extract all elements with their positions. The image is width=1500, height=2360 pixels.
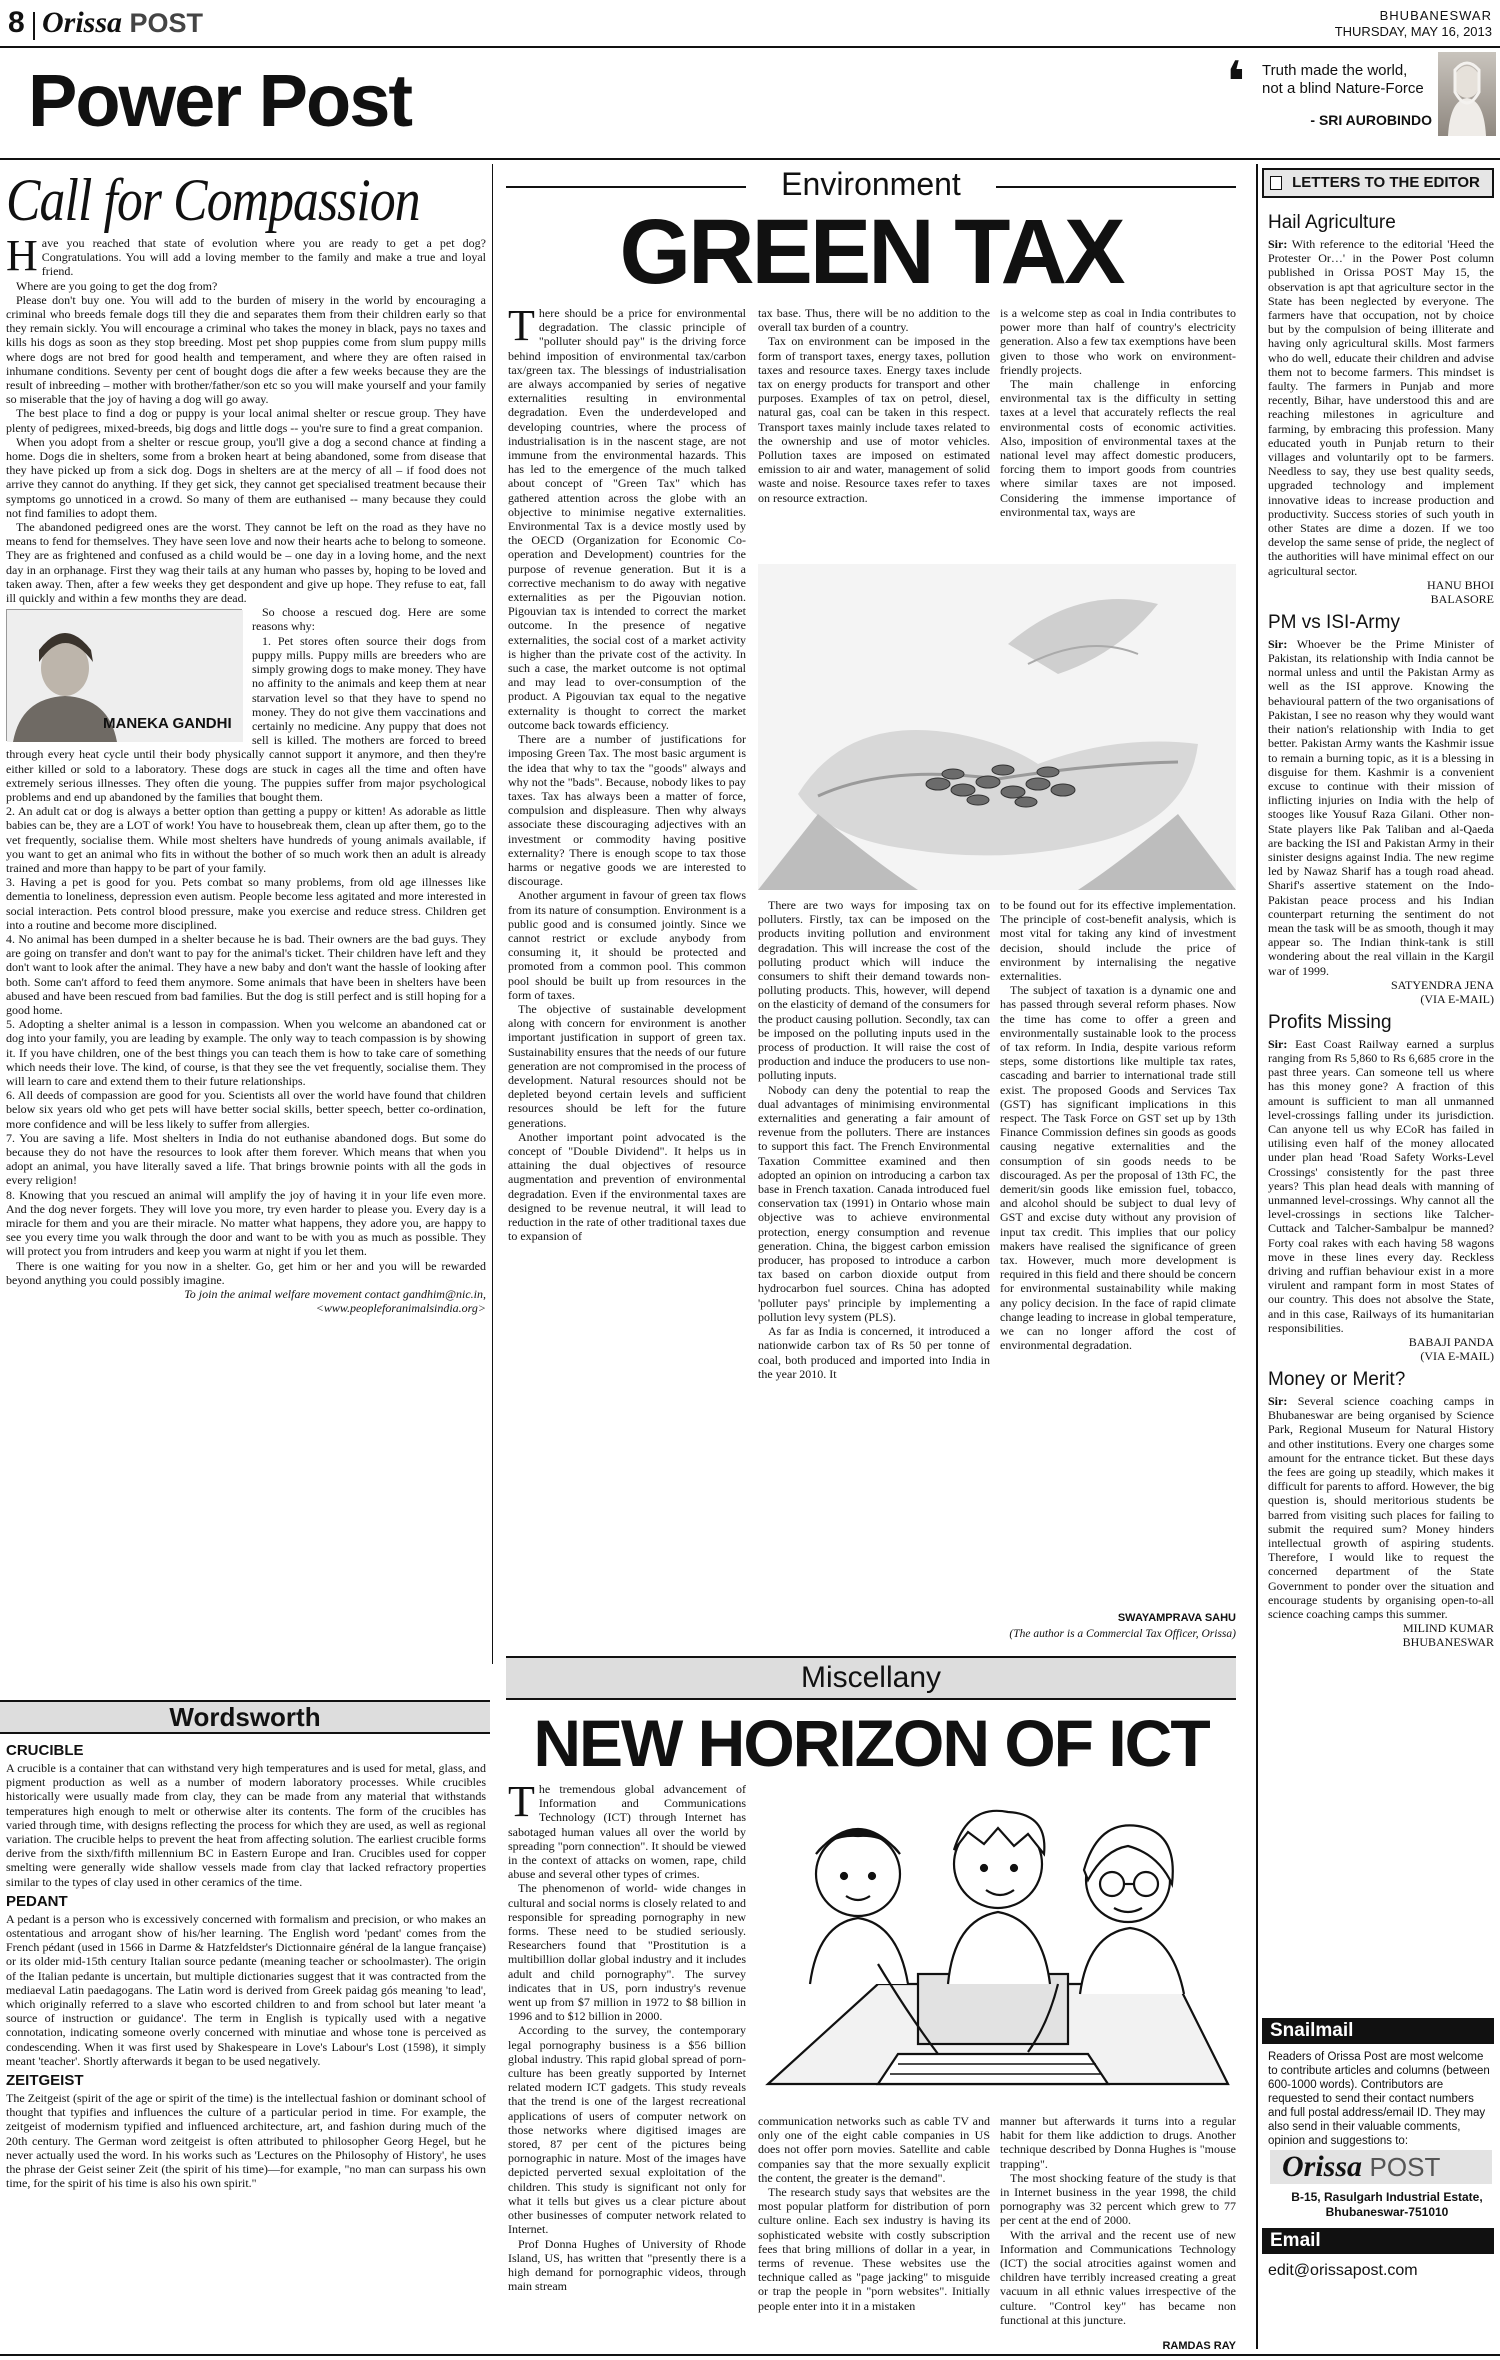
contact-line: To join the animal welfare movement contact gandhim@nic.in, <box>184 1287 486 1302</box>
page-number: 8 <box>8 6 25 39</box>
compassion-article <box>6 236 486 1696</box>
city: BHUBANESWAR <box>1379 8 1492 23</box>
paragraph: Another important point advocated is the concept of "Double Dividend". It helps us in attaining the dual objectives of resource augmentation and prevention of environmental degradation. Even if the environmental taxes are designed to be revenue neutral, it will lead to reduction in the rate of other traditional taxes due to expansion of <box>508 1129 746 1244</box>
paragraph: 3. Having a pet is good for you. Pets combat so many problems, from old age illnesses like dementia to loneliness, depression even autism. People become less agitated and more interested in social interaction. Pets control blood pressure, make you exercise and reduce stress. Children get into a routine and become more disciplined. <box>6 875 486 932</box>
paragraph: 6. All deeds of compassion are good for you. Scientists all over the world have found that children below six years old who get pets will have better social skills, better speech, better co-ordination, more confidence and will be less likely to suffer from allergies. <box>6 1088 486 1131</box>
letter-heading: Hail Agriculture <box>1268 212 1396 233</box>
letter-place: BALASORE <box>1430 591 1494 606</box>
drop-cap: T <box>508 306 535 350</box>
logo-orissa: Orissa <box>42 6 123 39</box>
snailmail-text: Readers of Orissa Post are most welcome to contribute articles and columns (between 600-1000 words). Contributors are requested to send their contact numbers and full postal address/email ID. They may also send in their valuable comments, opinion and suggestions to: <box>1268 2051 1490 2147</box>
section-label: Environment <box>781 166 961 202</box>
logo-post: POST <box>129 8 204 38</box>
letter-signature: SATYENDRA JENA <box>1390 977 1494 992</box>
letter-body <box>1268 637 1494 978</box>
paragraph: The research study says that websites are the most popular platform for distribution of porn culture online. Each sex industry is having its sophisticated website with costly subscription fees that bring millions of dollar in a year, in terms of revenue. These websites use the technique called as "page jacking" to misguide or trap the people in "porn websites". Initially people enter into it in a mistaken <box>758 2185 990 2313</box>
letter-signature: BABAJI PANDA <box>1408 1335 1494 1350</box>
paragraph: According to the survey, the contemporary legal pornography business is a $56 billion global industry. This rapid global spread of porn-culture has been greatly supported by Internet related modern ICT gadgets. This study reveals that the trend is one of the largest recreational applications of users of computer network on those networks where digitised images are stored, 87 per cent of the pictures being pornographic in nature. Most of the images have depicted perverted sexual exploitation of the children. This study is significant not only for what it tells but gives us a clear picture about other businesses of computer network related to Internet. <box>508 2023 746 2237</box>
drop-cap: H <box>6 236 38 280</box>
paragraph: Nobody can deny the potential to reap the dual advantages of minimising environmental externalities and generating a fair amount of revenue from the polluters. There are instances to support this fact. The French Environmental Taxation Committee examined and then adopted an opinion on introducing a carbon tax base in French taxation. Canada introduced fuel conservation tax (1991) in Ontario whose main objective was to achieve environmental protection, energy consumption and revenue generation. China, the biggest carbon emission producer, has proposed to introduce a carbon tax based on carbon dioxide output from hydrocarbon fuel sources. China has adopted 'polluter pays' principle by implementing a pollution levy system (PLS). <box>758 1082 990 1324</box>
quote-mark-icon: ❛ <box>1226 50 1246 113</box>
ict-col2 <box>758 2114 990 2354</box>
paragraph: The main challenge in enforcing environmental tax is the difficulty in setting taxes at a level that accurately reflects the real environmental costs of economic activities. Also, imposition of environmental taxes at the national level may affect domestic producers, forcing them to import goods from countries where similar taxes are not imposed. Considering the immense importance of environmental tax, ways are <box>1000 377 1236 519</box>
address-line: B-15, Rasulgarh Industrial Estate, <box>1291 2190 1483 2204</box>
letter-body <box>1268 1394 1494 1621</box>
letters-column <box>1268 206 1494 2012</box>
aurobindo-portrait <box>1438 52 1496 136</box>
paragraph: When you adopt from a shelter or rescue group, you'll give a dog a second chance at finding a home. Dogs die in shelters, some from a broken heart at being abandoned, some from disease that they have picked up from a sick dog. Dogs in shelters are at the mercy of all – if food does not arrive they cannot do anything. If they get sick, they cannot get specialised treatment because their symptoms go unnoticed in a crowd. So many of them are euthanised -- many because they could not find families to adopt them. <box>6 434 486 520</box>
postal-address <box>1280 2190 1494 2220</box>
paragraph: 5. Adopting a shelter animal is a lesson in compassion. When you welcome an abandoned cat or dog into your family, you are leading by example. The only way to teach compassion is by showing it. If you have children, one of the best things you can teach them is how to take care of something which needs their love. The kind, of course, is that they see the vet frequently, socialise them. They will learn to care and extend them to their future relationships. <box>6 1017 486 1088</box>
column-divider <box>492 164 493 1664</box>
letter-place: (VIA E-MAIL) <box>1420 991 1494 1006</box>
paragraph: ave you reached that state of evolution where you are ready to get a pet dog? Congratulations. You will add a loving member to the family and make a true and loyal friend. <box>41 236 486 279</box>
word-definition: The Zeitgeist (spirit of the age or spirit of the time) is the intellectual fashion or dominant school of thought that typifies and influences the culture of a particular period in time. For example, the zeitgeist of modernism typified and influenced architecture, art, and fashion during much of the 20th century. The German word zeitgeist is often attributed to philosopher Georg Hegel, but he never actually used the word. In his works such as 'Lectures on the Philosophy of History', he uses the phrase der Geist seiner Zeit (the spirit of his time)—for example, "no man can surpass his own time, for the spirit of his time is also his own spirit." <box>6 2091 486 2191</box>
salutation: Sir: <box>1268 636 1288 651</box>
paragraph: tax base. Thus, there will be no addition to the overall tax burden of a country. <box>758 306 990 335</box>
paragraph: There is one waiting for you now in a shelter. Go, get him or her and you will be rewarded beyond anything you could possibly imagine. <box>6 1258 486 1287</box>
miscellany-header: Miscellany <box>506 1656 1236 1700</box>
letter-heading: Money or Merit? <box>1268 1369 1406 1391</box>
paragraph: 4. No animal has been dumped in a shelter because he is bad. Their owners are the bad guys. They are going on transfer and don't want to pay for the animal's ticket. Their children have left and they don't want to look after the animal. They have a new baby and don't want the hassle of looking after both. Some can't afford to feed them anymore. Some animals that have been in shelters have been abused and have been rescued from bad families. But the dog is still perfect and is still hoping for a good home. <box>6 931 486 1017</box>
letter-heading: PM vs ISI-Army <box>1268 611 1400 633</box>
letters-header <box>1262 168 1494 198</box>
paragraph: 8. Knowing that you rescued an animal will amplify the joy of having it in your life even more. And the dog never forgets. They will love you more, try even harder to please you. Every day is a miracle for them and you are their miracle. No matter what happens, they adore you, are happy to see you every time you walk through the door and want to be with you as much as possible. They will protect you from intruders and keep you warm at night if you let them. <box>6 1187 486 1259</box>
drop-cap: T <box>508 1782 535 1826</box>
author-photo <box>6 609 242 741</box>
logo-orissa: Orissa <box>1282 2150 1363 2183</box>
article-title: Call for Compassion <box>6 167 420 233</box>
paragraph: Please don't buy one. You will add to the burden of misery in the world by encouraging a criminal who breeds female dogs till they die and separates them from their children early so that they remain sickly. You will encourage a criminal who takes the money in black, pays no taxes and kills his dogs as soon as they stop breeding. Most pet shop puppies come from slum puppy mills where dogs are not bred for good health and temperament, and where they are often raised in inhumane conditions. Seventy per cent of bought dogs die after a few weeks because they are the result of inbreeding – mother with brother/father/son etc so you will make yourself and your family so miserable that the joy of having a dog will go away. <box>6 292 486 407</box>
address-line: Bhubaneswar-751010 <box>1325 2205 1449 2219</box>
paragraph: Prof Donna Hughes of University of Rhode Island, US, has written that "presently there is a high demand for pornographic videos, through main stream <box>508 2236 746 2294</box>
paragraph: The most shocking feature of the study is that in Internet business in the year 1998, the child pornography was 32 percent which grew to 77 per cent at the end of 2000. <box>1000 2170 1236 2228</box>
orissa-post-logo <box>1270 2150 1492 2184</box>
section-rule <box>506 186 746 188</box>
salutation: Sir: <box>1268 1394 1288 1409</box>
word-heading: PEDANT <box>6 1892 68 1910</box>
header-rule <box>0 158 1500 160</box>
letter-signature: MILIND KUMAR <box>1403 1621 1494 1636</box>
word-definition: A pedant is a person who is excessively concerned with formalism and precision, or who makes an ostentatious and arrogant show of his/her learning. The English word 'pedant' comes from the French pédant (used in 1566 in Darme & Hatzfeldster's Dictionnaire général de la langue française) or its older mid-15th century Italian source pedante (meaning teacher or schoolmaster). The origin of the Italian pedante is uncertain, but multiple dictionaries suggest that it was contracted from the mediaeval Latin paedagogans. The Latin word is derived from Greek paidag gós meaning 'to lead', which originally referred to a slave who escorted children to and from school but later meant 'a source of instruction or guidance'. The term in English is typically used with a negative connotation, indicating someone overly concerned with minutiae and whose tone is perceived as condescending. When it was first used by Shakespeare in Love's Labour's Lost (1598), it simply meant 'teacher'. Shortly afterwards it began to be used negatively. <box>6 1911 486 2068</box>
paragraph: With the arrival and the recent use of new Information and Communications Technology (ICT) the social atrocities against women and children have terribly increased creating a great vacuum in all ethnic values irrespective of the culture. "Control key" has became non functional at this juncture. <box>1000 2227 1236 2327</box>
divider <box>33 12 35 40</box>
green-tax-col3-top <box>1000 306 1236 560</box>
letter-body <box>1268 237 1494 578</box>
paragraph: he tremendous global advancement of Information and Communications Technology (ICT) through Internet has sabotaged human values all over the world by spreading "porn connection". It should be viewed in the context of attacks on women, rape, child abuse and several other types of crimes. <box>508 1782 746 1882</box>
paragraph: 2. An adult cat or dog is always a better option than getting a puppy or kitten! As adorable as little babies can be, they are a LOT of work! You have to housebreak them, clean up after them, go to the vet frequently, socialise them. While most shelters have hundreds of young animals available, if you want to get an animal who fits in without the bother of so much work then an adult is already trained and more than happy to be part of your family. <box>6 804 486 875</box>
children-computer-illustration <box>758 1784 1236 2110</box>
green-tax-col3-bottom <box>1000 898 1236 1610</box>
column-divider <box>1256 164 1258 2349</box>
green-tax-col2-bottom <box>758 898 990 1650</box>
wordsworth-entries <box>6 1738 486 2353</box>
word-definition: A crucible is a container that can withstand very high temperatures and is used for metal, glass, and pigment production as well as a number of modern laboratory processes. While crucibles historically were usually made from clay, they can be made from any material that withstands temperatures high enough to melt or otherwise alter its contents. The form of the crucibles has varied through time, with designs reflecting the process for which they are used, as well as regional variation. The crucible helps to prevent the heat from affecting solution. The earliest crucible forms derive from the sixth/fifth millennium BC in Eastern Europe and Iran. Crucibles used for copper smelting were generally wide shallow vessels made from clay that lacked refractory properties similar to the types of clay used in other ceramics of the time. <box>6 1761 486 1889</box>
page-title: Power Post <box>28 59 411 142</box>
byline: SWAYAMPRAVA SAHU <box>1117 1612 1236 1624</box>
paragraph: So choose a rescued dog. Here are some reasons why: <box>252 605 486 634</box>
paragraph: to be found out for its effective implementation. The principle of cost-benefit analysis, which is most vital for taking any kind of investment decision, should include the price of environment by internalising the negative externalities. <box>1000 898 1236 984</box>
email-address[interactable]: edit@orissapost.com <box>1268 2262 1418 2279</box>
paragraph: There are a number of justifications for imposing Green Tax. The most basic argument is the idea that why to tax the "goods" always and why not the "bads". Because, nobody likes to pay taxes. Tax has always been a matter of force, compulsion and displeasure. Then why always associate these discouraging adjectives with an investment or commodity having positive externality? There is enough scope to tax those harms or negative goods we are interested to discourage. <box>508 732 746 889</box>
author-note: (The author is a Commercial Tax Officer, Orissa) <box>1009 1628 1236 1640</box>
paragraph: Another argument in favour of green tax flows from its nature of consumption. Environment is a public good and is consumed jointly. Since we cannot restrict or exclude anybody from consuming it, it should be protected and promoted from a common pool. This common pool should be built up from resources in the form of taxes. <box>508 888 746 1002</box>
wordsworth-header: Wordsworth <box>0 1700 490 1734</box>
salutation: Sir: <box>1268 1036 1288 1051</box>
quote-author: - SRI AUROBINDO <box>1310 112 1432 128</box>
letter-heading: Profits Missing <box>1268 1011 1392 1033</box>
letter-text: With reference to the editorial 'Heed the Protester Or…' in the Power Post column published in Orissa POST May 15, the observation is apt that agriculture sector in the State has been neglected by everyone. The farmers have that occupation, not by choice but by the compulsion of being illiterate and having only agricultural skills. Most farmers who do well, educate their children and advise them not to become farmers. This mindset is faulty. The farmers in Punjab and more recently, Bihar, have understood this and are reaching milestones in agriculture and farming, by embracing this profession. Many educated youth in Punjab return to their villages and voluntarily opt to be farmers. Needless to say, they use best quality seeds, upgraded technology and implement innovative ideas to increase production and productivity. Success stories of such youth in other States are dime a dozen. If we too develop the same sense of pride, the neglect of the authorities will have minimal effect on our agricultural sector. <box>1268 237 1494 578</box>
paragraph: Tax on environment can be imposed in the form of transport taxes, energy taxes, pollution taxes and resource taxes. Energy taxes include tax on energy products for transport and other purposes. Examples of tax on petrol, diesel, natural gas, coal can be taken in this respect. Transport taxes mainly include taxes related to the ownership and use of motor vehicles. Pollution taxes are imposed on estimated emission to air and water, management of solid waste and noise. Resource taxes refer to taxes on resource extraction. <box>758 334 990 505</box>
headline: NEW HORIZON OF ICT <box>533 1706 1209 1780</box>
email-header: Email <box>1262 2228 1494 2254</box>
ict-col1 <box>508 1782 746 2352</box>
salutation: Sir: <box>1268 237 1288 251</box>
paragraph: 1. Pet stores often source their dogs from puppy mills. Puppy mills are breeders who are simply growing dogs to make money. They have no affinity to the animals and keep them at near starvation level so that they have to spend no money. They do not give them vaccinations and certainly no medicine. Any puppy that does not sell is killed. The mothers are forced to breed through every heat cycle until their body physically cannot support it anymore, and then they're either killed or sold to a laboratory. These dogs are stuck in cages all the time and often have extremely serious illnesses. They often die young. The puppies suffer from major psychological problems and end up abandoned by the families that bought them. <box>6 633 486 804</box>
section-rule <box>996 186 1236 188</box>
letter-icon <box>1270 176 1282 190</box>
logo-post: POST <box>1369 2152 1441 2182</box>
letter-place: BHUBANESWAR <box>1402 1635 1494 1650</box>
word-heading: ZEITGEIST <box>6 2072 84 2090</box>
letters-title: LETTERS TO THE EDITOR <box>1292 174 1480 191</box>
paragraph: is a welcome step as coal in India contributes to power more than half of country's electricity generation. Also a few tax exemptions have been given to those who work on environment-friendly projects. <box>1000 306 1236 377</box>
paragraph: The objective of sustainable development along with concern for environment is another important justification in support of green tax. Sustainability ensures that the needs of our future generation are not compromised in the process of development. Natural resources should not be depleted beyond certain levels and sufficient resources should be left for the future generations. <box>508 1001 746 1130</box>
letter-place: (VIA E-MAIL) <box>1420 1349 1494 1364</box>
paragraph: The subject of taxation is a dynamic one and has passed through several reform phases. Now the time has come to offer a green and environmentally sustainable look to the process of tax reform. In India, despite various reform steps, some distortions like multiple tax rates, cascading and barrier to international trade still exist. The proposed Goods and Services Tax (GST) has significant implications in this respect. The Task Force on GST set up by 13th Finance Commission defines sin goods as goods causing negative externalities and the consumption of sin goods needs to be discouraged. As per the proposal of 13th FC, the demerit/sin goods like emission fuel, tobacco, and alcohol should be subject to dual levy of GST and excise duty without any provision of input tax credit. This implies that our policy makers have realised the significance of green tax. However, much more development is required in this field and there should be concern for environmental sustainability while making any policy decision. In the face of rapid climate change leading to increase in global temperature, we can no longer afford the cost of environmental degradation. <box>1000 983 1236 1353</box>
paragraph: As far as India is concerned, it introduced a nationwide carbon tax of Rs 50 per tonne of coal, both produced and imported into India in the year 2010. It <box>758 1324 990 1381</box>
letter-signature: HANU BHOI <box>1427 577 1494 592</box>
paragraph: The phenomenon of world- wide changes in cultural and social norms is closely related to and responsible for spreading pornography in new forms. These need to be studied seriously. Researchers found that "Prostitution is a multibillion dollar global industry and it includes adult and child pornography". The survey indicates that in US, porn industry's revenue went up from $7 million in 1972 to $8 billion in 1996 and to $12 billion in 2000. <box>508 1881 746 2024</box>
letter-body <box>1268 1037 1494 1335</box>
byline: RAMDAS RAY <box>1162 2340 1236 2352</box>
letter-text: East Coast Railway earned a surplus ranging from Rs 5,860 to Rs 6,685 crore in the past three years. Can someone tell us where has this money gone? A fraction of this amount is sufficient to man all unmanned level-crossings falling under its jurisdiction. Can anyone tell us why ECoR has failed in utilising even half of the money allocated under plan head 'Road Safety Works-Level Crossings' consistently for the past three years? This plan head deals with manning of unmanned level-crossings. Why cannot all the level-crossings in sections like Talcher-Cuttack and Talcher-Sambalpur be manned? Forty coal rakes with each having 58 wagons move in these lines every day. Reckless driving and ruffian behaviour exist in a more virulent and rampant form in most States of our country. This does not absolve the State, and in this case, Railways of its humanitarian responsibilities. <box>1268 1036 1494 1335</box>
snailmail-header: Snailmail <box>1262 2018 1494 2044</box>
paragraph: There are two ways for imposing tax on polluters. Firstly, tax can be imposed on the products inviting pollution and environment degradation. This will increase the cost of the polluting product which will induce the consumers to shift their demand towards non-polluting products. This, however, will depend on the elasticity of demand of the consumers for the product causing pollution. Secondly, tax can be imposed on the polluting inputs used in the process of production. It will raise the cost of production and induce the producers to use non-polluting inputs. <box>758 898 990 1083</box>
paragraph: The best place to find a dog or puppy is your local animal shelter or rescue group. They have plenty of pedigrees, mixed-breeds, big dogs and little dogs -- you're sure to find a great companion. <box>6 406 486 435</box>
coins-in-hands-image <box>758 564 1236 890</box>
paragraph: here should be a price for environmental degradation. The classic principle of "polluter should pay" is the driving force behind imposition of environmental tax/carbon tax/green tax. The blessings of industrialisation are always accompanied by series of negative externalities resulting in environmental degradation. Even the underdeveloped and developing countries, where the process of industrialisation is in the nascent stage, are not immune from the environmental hazards. This has led to the emergence of the much talked about concept of "Green Tax" which has gathered attention across the globe with an objective to minimise negative externalities. Environmental Tax is a device mostly used by the OECD (Organization for Economic Co-operation and Development) countries for the purpose of revenue generation. But it is a corrective mechanism to do away with negative externalities as per the Pigouvian notion. Pigouvian tax is intended to correct the market outcome. In the presence of negative externalities, the social cost of a market activity is higher than the private cost of the activity. In such a case, the market outcome is not optimal and may lead to over-consumption of the product. A Pigouvian tax equal to the negative externality is thought to correct the market outcome back towards efficiency. <box>508 306 746 732</box>
bottom-rule <box>0 2354 1500 2356</box>
paragraph: The abandoned pedigreed ones are the worst. They cannot be left on the road as they have no means to fend for themselves. They have seen love and now their hearts ache to belong to someone. They are as frightened and confused as a child would be – one day in a loving home, and the next day in an orphanage. First they wag their tails at any human who passes by, hoping to be loved and taken away. Then, after a few weeks they get despondent and give up hope. They refuse to eat, fall ill quickly and within a few months they are dead. <box>6 520 486 606</box>
letter-text: Several science coaching camps in Bhubaneswar are being organised by Science Park, Regional Museum for Natural History and other institutions. Every one charges some amount for the entrance ticket. But these days the fees are going up steadily, which makes it difficult for parents to afford. However, the big question is, should meritorious students be barred from visiting such places for failing to submit the required sum? Money hinders intellectual growth of aspiring students. Therefore, I would like to request the concerned department of the State Government to ponder over the situation and encourage students by organising open-to-all science coaching camps this summer. <box>1268 1394 1494 1622</box>
paragraph: Where are you going to get the dog from? <box>16 278 218 293</box>
letter-text: Whoever be the Prime Minister of Pakistan, its relationship with India cannot be normal unless and until the Pakistan Army as well as the ISI approve. Knowing the behavioural pattern of the two organisations of Pakistan, I see no reason why they would want their nation's relationship with India to get better. Pakistan Army wants the Kashmir issue to remain a burning topic, as it is a blessing in disguise for them. Kashmir is a convenient excuse to continue with their mission of inflicting injuries on India with the help of stooges like Yousuf Raza Gilani. Other non-State players like Pak Taliban and al-Qaeda are backing the ISI and Pakistan Army in their sinister designs against India. The new regime led by Nawaz Sharif has a tough road ahead. Sharif's assertive statement on the Indo-Pakistan peace process and his Indian counterpart returning the sentiment do not mean the task will be as smooth, though it may appear so. The Indian think-tank is still wondering about the real villain in the Kargil war of 1999. <box>1268 636 1494 978</box>
contact-url[interactable]: <www.peopleforanimalsindia.org> <box>315 1301 486 1316</box>
green-tax-col2-top <box>758 306 990 560</box>
word-heading: CRUCIBLE <box>6 1742 84 1759</box>
paragraph: 7. You are saving a life. Most shelters in India do not euthanise abandoned dogs. But some do because they do not have the resources to look after them forever. Which means that when you adopt an animal, you have literally saved a life. That brings brownie points with all the gods in every religion! <box>6 1130 486 1188</box>
green-tax-col1 <box>508 306 746 1666</box>
paragraph: communication networks such as cable TV and only one of the eight cable companies in US does not offer porn movies. Satellite and cable companies say that the more sexually explicit the content, the greater is the demand". <box>758 2114 990 2185</box>
author-name: MANEKA GANDHI <box>103 715 232 733</box>
ict-col3 <box>1000 2114 1236 2340</box>
quote-text: Truth made the world, not a blind Nature-Force <box>1262 62 1424 97</box>
dateline: THURSDAY, MAY 16, 2013 <box>1334 24 1492 39</box>
masthead-logo <box>42 6 203 40</box>
headline: GREEN TAX <box>619 201 1123 303</box>
top-rule <box>0 46 1500 48</box>
paragraph: manner but afterwards it turns into a regular habit for them like addiction to drugs. Another technique described by Donna Hughes is "mouse trapping". <box>1000 2114 1236 2171</box>
